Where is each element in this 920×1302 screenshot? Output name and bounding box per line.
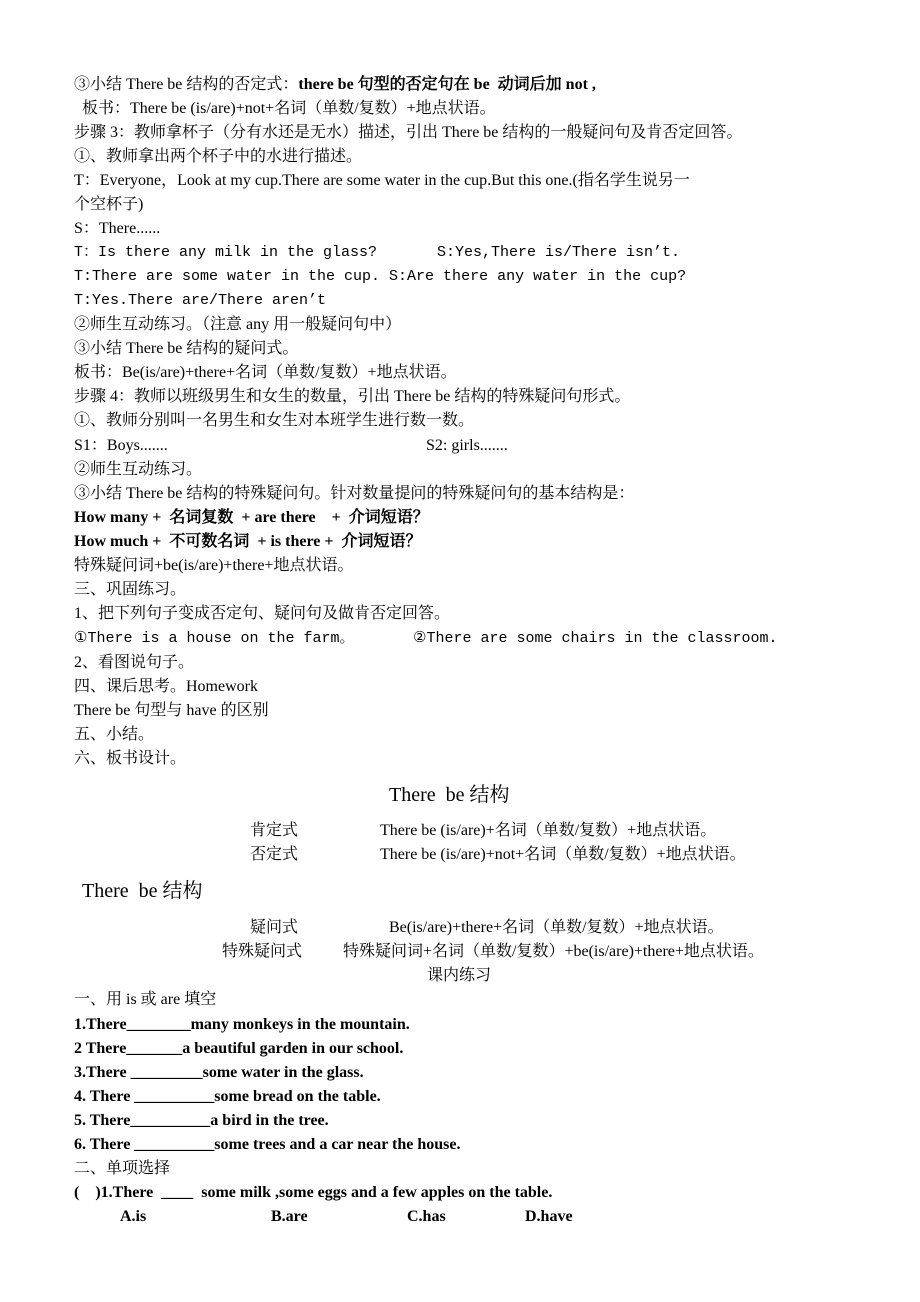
exercise-section: 一、用 is 或 are 填空 <box>74 991 217 1008</box>
exercise-item: 2 There_______a beautiful garden in our school. <box>74 1040 404 1057</box>
section-heading: 五、小结。 <box>74 726 155 743</box>
dialogue-line: T:Yes.There are/There aren’t <box>74 292 327 309</box>
board-formula: There be (is/are)+not+名词（单数/复数）+地点状语。 <box>380 846 746 863</box>
line: ②师生互动练习。 <box>74 461 203 478</box>
choice-option-c: C.has <box>407 1208 446 1225</box>
board-formula: Be(is/are)+there+名词（单数/复数）+地点状语。 <box>389 919 724 936</box>
section-heading: 三、巩固练习。 <box>74 581 187 598</box>
dialogue-line: T:There are some water in the cup. S:Are there any water in the cup? <box>74 268 687 285</box>
text: ③小结 There be 结构的否定式： <box>74 76 299 93</box>
exercise-item: 6. There __________some trees and a car near the house. <box>74 1136 461 1153</box>
choice-question: ( )1.There ____ some milk ,some eggs and a few apples on the table. <box>74 1184 553 1201</box>
line: ②师生互动练习。（注意 any 用一般疑问句中） <box>74 316 402 333</box>
dialogue-line: S：There...... <box>74 220 161 237</box>
choice-option-d: D.have <box>525 1208 573 1225</box>
section-heading: 六、板书设计。 <box>74 750 187 767</box>
sentence: ①There is a house on the farm。 <box>74 630 355 647</box>
exercise-item: 4. There __________some bread on the table. <box>74 1088 381 1105</box>
exercise-section: 二、单项选择 <box>74 1160 171 1177</box>
dialogue-line: S1：Boys....... <box>74 437 168 454</box>
board-formula: There be (is/are)+名词（单数/复数）+地点状语。 <box>380 822 717 839</box>
sentence: ②There are some chairs in the classroom. <box>413 630 778 647</box>
board-title: There be 结构 <box>82 880 203 902</box>
line: 特殊疑问词+be(is/are)+there+地点状语。 <box>74 557 354 574</box>
board-negative: 板书：There be (is/are)+not+名词（单数/复数）+地点状语。 <box>82 100 496 117</box>
line: 2、看图说句子。 <box>74 654 195 671</box>
exercise-title: 课内练习 <box>427 967 492 984</box>
line: ③小结 There be 结构的特殊疑问句。针对数量提问的特殊疑问句的基本结构是： <box>74 485 635 502</box>
board-label: 否定式 <box>250 846 299 863</box>
choice-option-a: A.is <box>120 1208 147 1225</box>
dialogue-line: T：Everyone，Look at my cup.There are some water in the cup.But this one.(指名学生说另一 <box>74 172 690 189</box>
exercise-item: 1.There________many monkeys in the mountain. <box>74 1016 410 1033</box>
dialogue-line: S:Yes,There is/There isn’t. <box>437 244 681 261</box>
line: There be 句型与 have 的区别 <box>74 702 269 719</box>
dialogue-line: T：Is there any milk in the glass? <box>74 244 378 261</box>
structure-how-many: How many + 名词复数 + are there + 介词短语？ <box>74 509 429 526</box>
board-label: 肯定式 <box>250 822 299 839</box>
dialogue-line: 个空杯子) <box>74 196 144 213</box>
line: ③小结 There be 结构的疑问式。 <box>74 340 299 357</box>
structure-how-much: How much + 不可数名词 + is there + 介词短语？ <box>74 533 422 550</box>
line: ①、教师拿出两个杯子中的水进行描述。 <box>74 148 363 165</box>
exercise-item: 5. There__________a bird in the tree. <box>74 1112 329 1129</box>
choice-option-b: B.are <box>271 1208 308 1225</box>
summary-negative <box>74 75 596 95</box>
board-title: There be 结构 <box>389 784 510 806</box>
step-4: 步骤 4：教师以班级男生和女生的数量，引出 There be 结构的特殊疑问句形式。 <box>74 388 631 405</box>
board-formula: 特殊疑问词+名词（单数/复数）+be(is/are)+there+地点状语。 <box>343 943 764 960</box>
line: 板书：Be(is/are)+there+名词（单数/复数）+地点状语。 <box>74 364 457 381</box>
exercise-item: 3.There _________some water in the glass. <box>74 1064 364 1081</box>
section-heading: 四、课后思考。Homework <box>74 678 258 695</box>
dialogue-line: S2: girls....... <box>426 437 508 454</box>
step-3: 步骤 3：教师拿杯子（分有水还是无水）描述，引出 There be 结构的一般疑问句及肯否定回答。 <box>74 124 743 141</box>
line: ①、教师分别叫一名男生和女生对本班学生进行数一数。 <box>74 412 475 429</box>
text-bold: there be 句型的否定句在 be 动词后加 not , <box>298 76 596 93</box>
board-label: 疑问式 <box>250 919 299 936</box>
board-label: 特殊疑问式 <box>222 943 303 960</box>
line: 1、把下列句子变成否定句、疑问句及做肯否定回答。 <box>74 605 451 622</box>
